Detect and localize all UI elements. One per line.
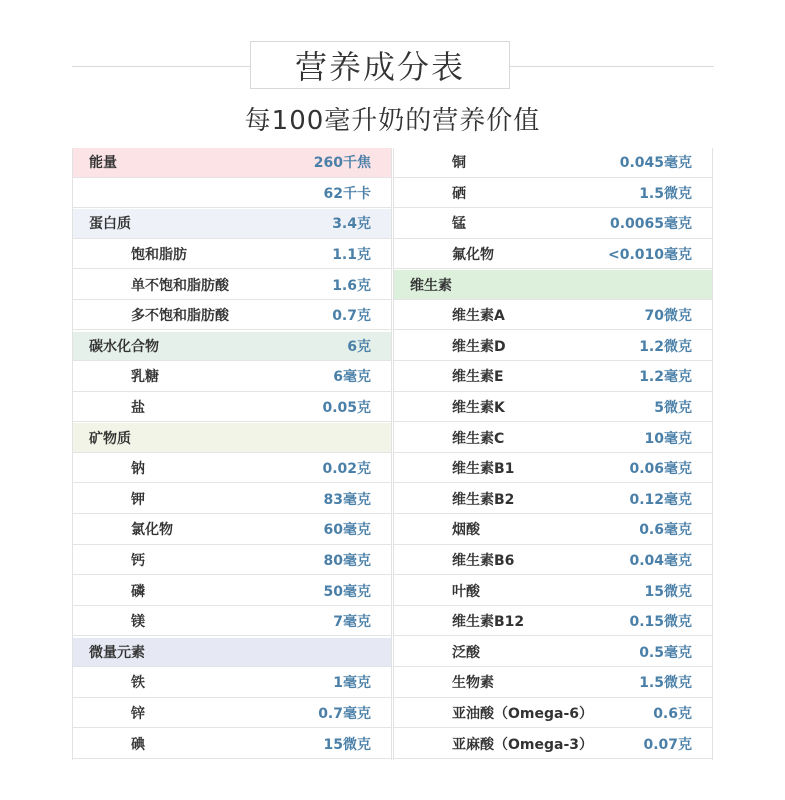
nutrient-category-row xyxy=(73,332,391,362)
nutrient-value: 1毫克 xyxy=(333,675,371,692)
nutrient-value: <0.010毫克 xyxy=(607,247,692,264)
nutrient-name: 泛酸 xyxy=(452,644,480,661)
nutrient-name: 铁 xyxy=(131,675,145,692)
nutrient-row xyxy=(394,546,712,576)
nutrient-row xyxy=(394,699,712,729)
nutrient-value: 0.7毫克 xyxy=(318,705,371,722)
nutrient-value: 80毫克 xyxy=(323,552,371,569)
nutrient-row xyxy=(73,362,391,392)
nutrient-name: 锌 xyxy=(131,705,145,722)
nutrient-value: 260千焦 xyxy=(313,155,371,172)
nutrient-value: 0.12毫克 xyxy=(629,491,692,508)
nutrient-category-row xyxy=(394,270,712,300)
nutrient-value: 70微克 xyxy=(644,308,692,325)
nutrient-name: 生物素 xyxy=(452,675,494,692)
nutrient-name: 维生素K xyxy=(452,400,505,416)
nutrient-value: 0.6毫克 xyxy=(639,522,692,539)
nutrient-value: 1.5微克 xyxy=(639,185,692,202)
nutrient-name: 维生素B2 xyxy=(452,491,515,508)
nutrient-value: 0.04毫克 xyxy=(629,552,692,569)
nutrient-row xyxy=(73,576,391,606)
nutrient-value: 83毫克 xyxy=(323,491,371,508)
nutrient-row xyxy=(394,607,712,637)
nutrient-row xyxy=(73,668,391,698)
nutrient-name: 锰 xyxy=(452,216,466,233)
nutrient-name: 氟化物 xyxy=(452,247,494,264)
nutrient-value: 62千卡 xyxy=(323,185,371,202)
nutrient-value: 0.07克 xyxy=(643,736,692,753)
nutrient-name: 维生素D xyxy=(452,338,506,355)
nutrient-row xyxy=(394,638,712,668)
nutrient-name: 亚油酸（Omega-6） xyxy=(452,705,594,722)
nutrient-row xyxy=(394,393,712,423)
nutrient-value: 1.5微克 xyxy=(639,675,692,692)
nutrient-value: 1.6克 xyxy=(332,277,371,294)
nutrient-name: 镁 xyxy=(131,614,145,631)
nutrient-row xyxy=(73,270,391,300)
nutrient-row xyxy=(394,485,712,515)
nutrient-row xyxy=(73,485,391,515)
nutrient-name: 叶酸 xyxy=(452,583,480,600)
nutrient-row xyxy=(73,515,391,545)
nutrient-name: 维生素E xyxy=(452,369,504,386)
nutrient-category-row xyxy=(73,209,391,239)
nutrient-name: 铜 xyxy=(452,155,466,172)
nutrient-value: 0.0065毫克 xyxy=(609,216,692,233)
nutrient-name: 烟酸 xyxy=(452,522,480,539)
nutrient-name: 磷 xyxy=(131,583,145,600)
nutrient-name: 钙 xyxy=(131,552,145,569)
nutrient-row xyxy=(394,729,712,759)
nutrient-row xyxy=(394,423,712,453)
nutrient-value: 7毫克 xyxy=(333,614,371,631)
nutrient-name: 维生素C xyxy=(452,430,505,447)
nutrient-value: 6毫克 xyxy=(333,369,371,386)
nutrient-name: 硒 xyxy=(452,185,466,202)
nutrient-value: 1.1克 xyxy=(332,247,371,264)
nutrient-name: 钾 xyxy=(131,491,145,508)
nutrient-row xyxy=(394,179,712,209)
nutrient-value: 0.5毫克 xyxy=(639,644,692,661)
nutrient-row xyxy=(73,240,391,270)
nutrient-row xyxy=(394,209,712,239)
nutrient-row xyxy=(73,301,391,331)
nutrient-value: 15微克 xyxy=(323,736,371,753)
nutrient-row xyxy=(394,515,712,545)
nutrient-category-row xyxy=(73,179,391,209)
nutrient-name: 维生素 xyxy=(410,277,452,294)
nutrient-name: 多不饱和脂肪酸 xyxy=(131,308,229,325)
nutrient-value: 3.4克 xyxy=(332,216,371,233)
nutrient-category-row xyxy=(73,148,391,178)
nutrient-name: 盐 xyxy=(131,400,145,416)
nutrient-name: 维生素B1 xyxy=(452,461,515,478)
nutrient-row xyxy=(394,332,712,362)
nutrient-name: 饱和脂肪 xyxy=(131,247,187,264)
nutrient-value: 0.05克 xyxy=(322,400,371,416)
nutrient-value: 10毫克 xyxy=(644,430,692,447)
nutrition-table-left-column xyxy=(72,148,392,760)
nutrient-value: 6克 xyxy=(347,338,371,355)
nutrient-name: 碘 xyxy=(131,736,145,753)
nutrient-row xyxy=(73,454,391,484)
nutrient-name: 蛋白质 xyxy=(89,216,131,233)
nutrient-row xyxy=(73,607,391,637)
nutrient-name: 能量 xyxy=(89,155,117,172)
nutrient-row xyxy=(73,699,391,729)
nutrient-name: 乳糖 xyxy=(131,369,159,386)
nutrient-row xyxy=(394,148,712,178)
nutrient-row xyxy=(73,729,391,759)
nutrient-value: 0.6克 xyxy=(653,705,692,722)
nutrient-category-row xyxy=(73,638,391,668)
nutrient-row xyxy=(394,576,712,606)
nutrient-value: 5微克 xyxy=(654,400,692,416)
nutrient-value: 0.02克 xyxy=(322,461,371,478)
nutrient-value: 0.15微克 xyxy=(629,614,692,631)
page-subtitle: 每100毫升奶的营养价值 xyxy=(244,106,541,136)
nutrient-value: 0.7克 xyxy=(332,308,371,325)
nutrient-name: 维生素B12 xyxy=(452,614,525,631)
nutrient-row xyxy=(394,301,712,331)
nutrient-name: 亚麻酸（Omega-3） xyxy=(452,736,594,753)
nutrition-table-right-column xyxy=(393,148,713,760)
nutrient-row xyxy=(394,668,712,698)
nutrient-name: 碳水化合物 xyxy=(89,338,159,355)
nutrient-value: 0.045毫克 xyxy=(619,155,692,172)
nutrient-name: 氯化物 xyxy=(131,522,173,539)
nutrient-name: 微量元素 xyxy=(89,644,145,661)
nutrient-row xyxy=(394,454,712,484)
nutrient-name: 维生素B6 xyxy=(452,552,515,569)
nutrient-value: 1.2毫克 xyxy=(639,369,692,386)
nutrient-name: 矿物质 xyxy=(89,430,131,447)
nutrient-name: 维生素A xyxy=(452,308,505,325)
nutrient-category-row xyxy=(73,423,391,453)
nutrient-value: 15微克 xyxy=(644,583,692,600)
nutrient-name: 单不饱和脂肪酸 xyxy=(131,277,229,294)
page-title: 营养成分表 xyxy=(250,41,510,89)
nutrient-name: 钠 xyxy=(131,461,145,478)
nutrient-value: 60毫克 xyxy=(323,522,371,539)
nutrient-row xyxy=(73,393,391,423)
nutrient-value: 50毫克 xyxy=(323,583,371,600)
nutrient-row xyxy=(394,240,712,270)
nutrient-row xyxy=(73,546,391,576)
nutrient-value: 0.06毫克 xyxy=(629,461,692,478)
nutrient-row xyxy=(394,362,712,392)
nutrient-value: 1.2微克 xyxy=(639,338,692,355)
